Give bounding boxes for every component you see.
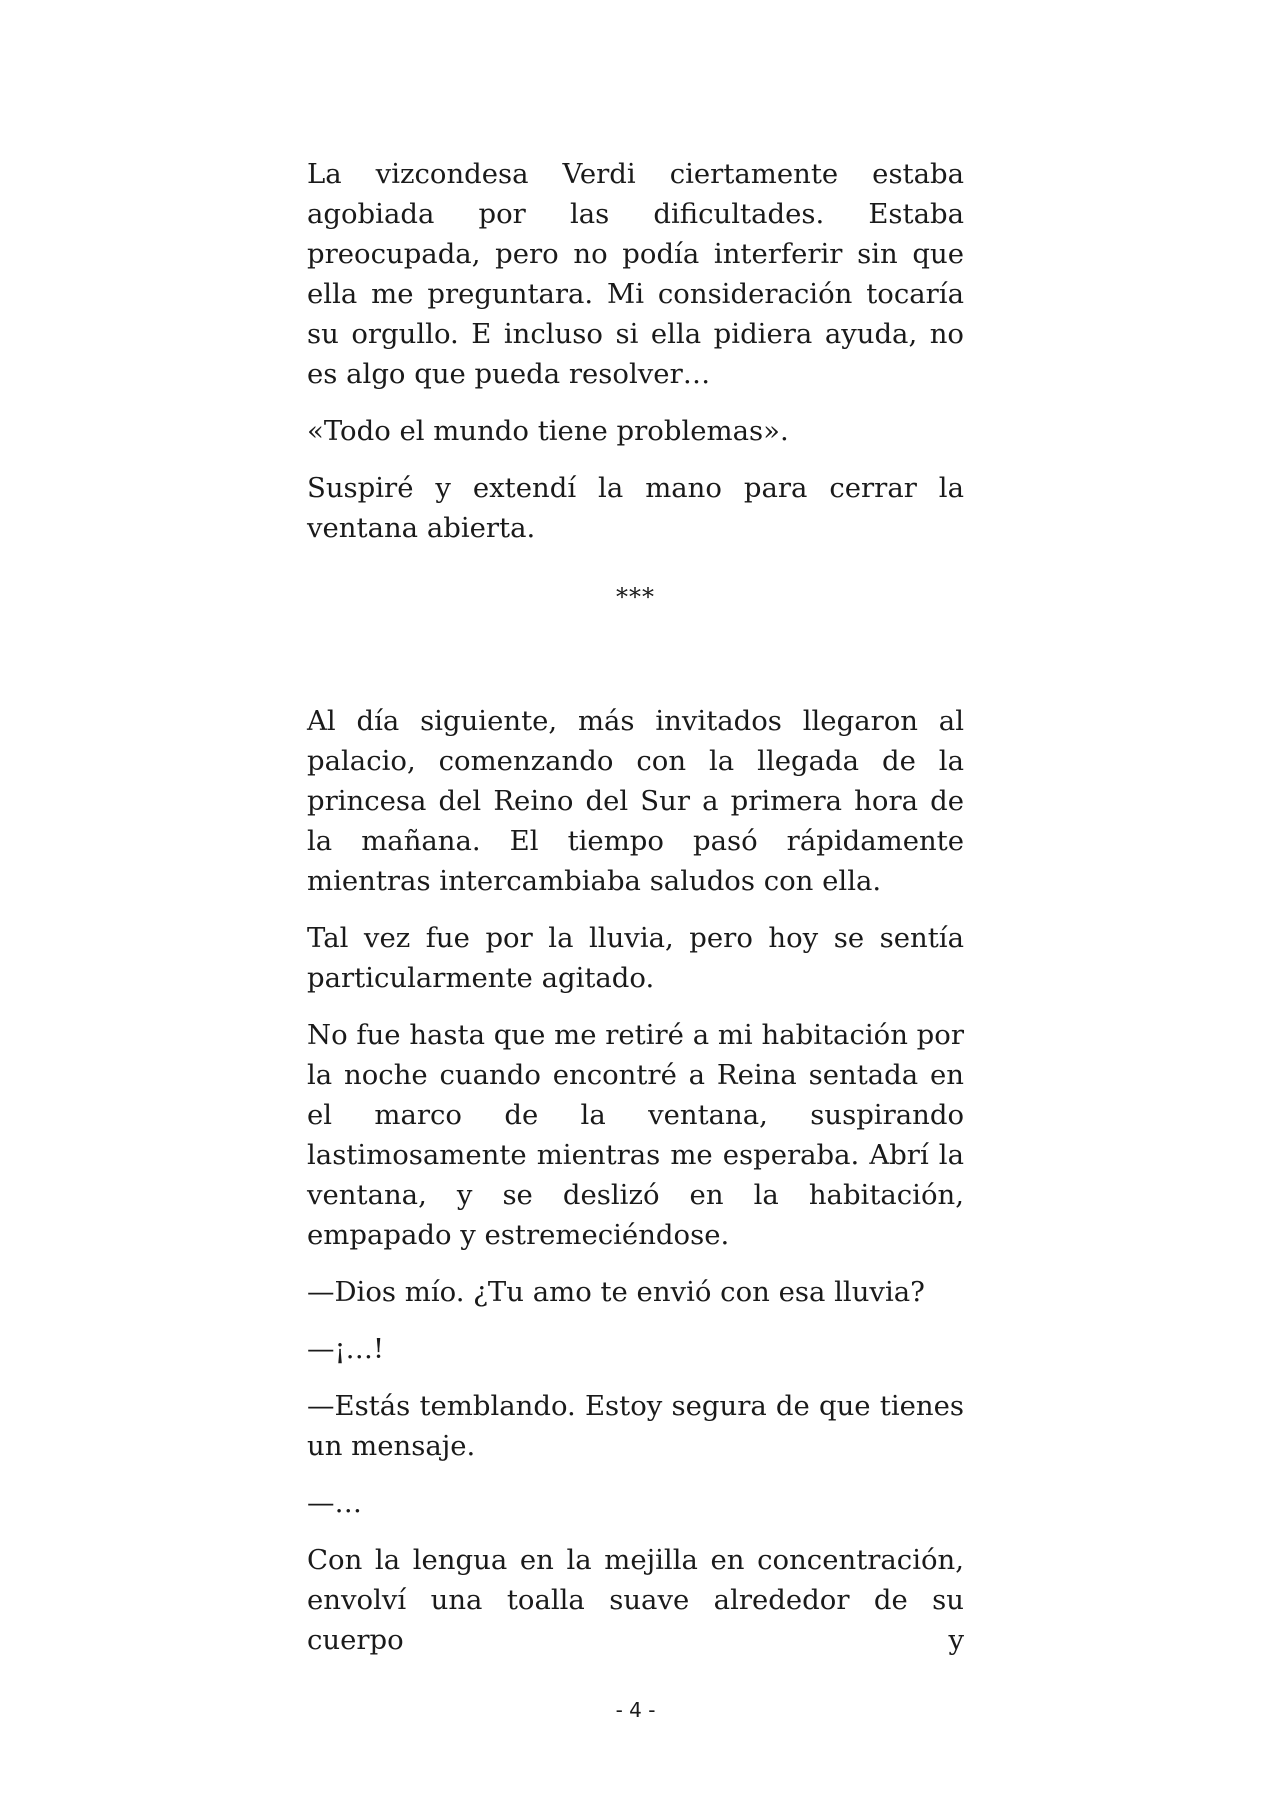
section-2-text (307, 701, 964, 1677)
scene-separator: *** (616, 583, 655, 611)
section-1-text (307, 154, 964, 565)
paragraph: No fue hasta que me retiré a mi habitación por la noche cuando encontré a Reina sentada en el marco de la ventana, suspirando lastimosamente mientras me esperaba. Abrí la ventana, y se deslizó en la habitación, empapado y estremeciéndose. (307, 1019, 964, 1251)
paragraph: «Todo el mundo tiene problemas». (307, 415, 789, 447)
dialogue-line: —¡…! (307, 1333, 385, 1365)
paragraph: Al día siguiente, más invitados llegaron al palacio, comenzando con la llegada de la princesa del Reino del Sur a primera hora de la mañana. El tiempo pasó rápidamente mientras intercambiaba saludos con ella. (307, 705, 964, 897)
paragraph: Tal vez fue por la lluvia, pero hoy se sentía particularmente agitado. (307, 922, 964, 994)
paragraph: La vizcondesa Verdi ciertamente estaba agobiada por las dificultades. Estaba preocupada, pero no podía interferir sin que ella me preguntara. Mi consideración tocaría su orgullo. E incluso si ella pidiera ayuda, no es algo que pueda resolver… (307, 158, 964, 390)
dialogue-line: —… (307, 1487, 362, 1519)
paragraph: Suspiré y extendí la mano para cerrar la ventana abierta. (307, 472, 964, 544)
dialogue-line: —Estás temblando. Estoy segura de que tienes un mensaje. (307, 1390, 964, 1462)
page-number: - 4 - (615, 1698, 656, 1722)
paragraph: Con la lengua en la mejilla en concentración, envolví una toalla suave alrededor de su cuerpo y (307, 1544, 964, 1656)
dialogue-line: —Dios mío. ¿Tu amo te envió con esa lluvia? (307, 1276, 925, 1308)
